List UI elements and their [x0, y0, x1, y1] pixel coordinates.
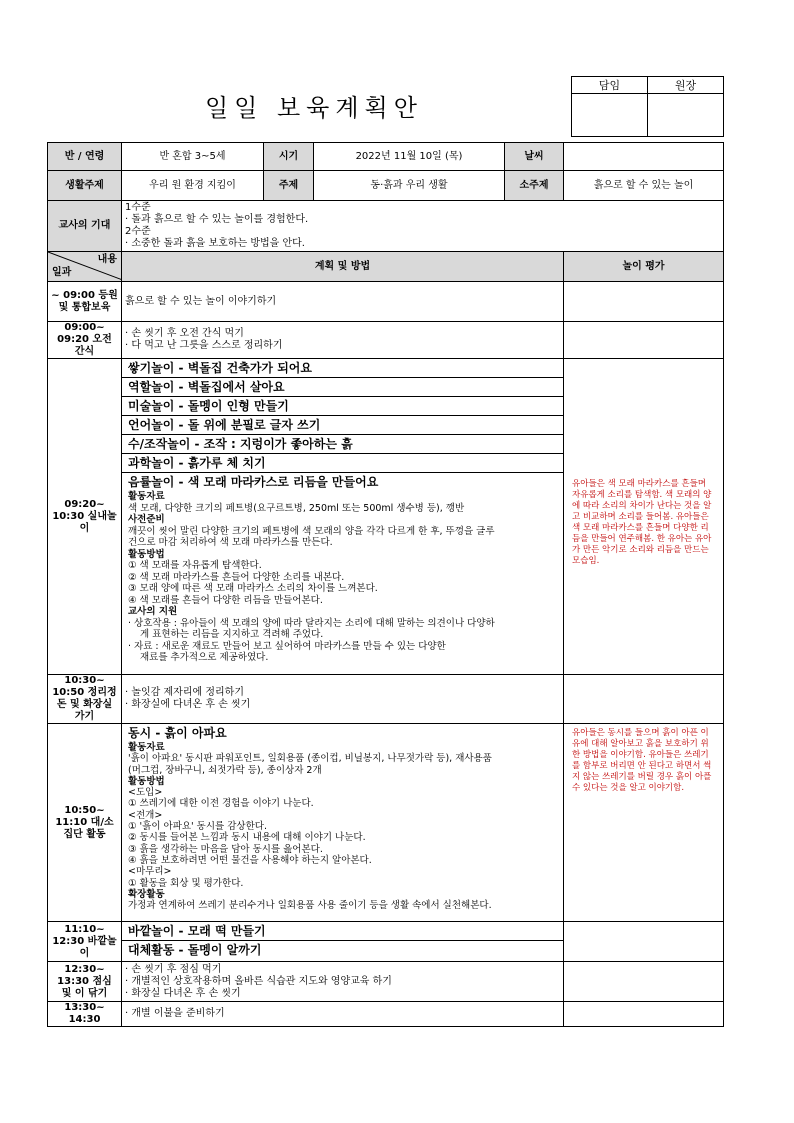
activity-title: 음률놀이 - 색 모래 마라카스로 리듬을 만들어요 [128, 475, 379, 489]
time-cell: 09:00~ 09:20 오전 간식 [48, 322, 122, 359]
detail-line: · 자료 : 새로운 재료도 만들어 보고 싶어하여 마라카스를 만들 수 있는 다양한 [128, 640, 446, 652]
time-cell: 09:20~ 10:30 실내놀이 [48, 359, 122, 675]
time-cell: ~ 09:00 등원 및 통합보육 [48, 282, 122, 322]
approval-box [571, 76, 724, 137]
class-label: 반 / 연령 [48, 143, 122, 171]
plan-line: · 개별적인 상호작용하며 올바른 식습관 지도와 영양교육 하기 [125, 975, 392, 987]
teacher-sign-label: 담임 [572, 77, 648, 94]
topic-value[interactable]: 동·흙과 우리 생활 [314, 171, 505, 201]
activity-title: 역할놀이 - 벽돌집에서 살아요 [122, 378, 563, 397]
detail-line: · 상호작용 : 유아들이 색 모래의 양에 따라 달라지는 소리에 대해 말하는 의견이나 다양하 [128, 617, 495, 629]
eval-text: 유아들은 색 모래 마라카스를 흔들며 자유롭게 소리를 탐색함. 색 모래의 양에 따라 소리의 차이가 난다는 것을 알고 비교하며 소리를 들어봄. 유아들은 색 모래 마라카스를 흔들며 다양한 리듬을 만들어 연주해봄. 한 유아는 유아가 만든 악기로 소리와 리듬을 만드는 모습임. [572, 479, 712, 566]
detail-heading: 활동자료 [128, 742, 165, 753]
plan-line: · 화장실 다녀온 후 손 씻기 [125, 987, 241, 999]
detail-line: ④ 흙을 보호하려면 어떤 물건을 사용해야 하는지 알아본다. [128, 854, 372, 866]
plan-cell[interactable] [122, 359, 564, 675]
eval-cell[interactable] [564, 1002, 724, 1027]
detail-line: <마무리> [128, 866, 172, 878]
detail-line: '흙이 아파요' 동시판 파워포인트, 일회용품 (종이컵, 비닐봉지, 나무젓가락 등), 재사용품 [128, 753, 492, 765]
eval-cell[interactable]: 유아들은 동시를 들으며 흙이 아픈 이유에 대해 알아보고 흙을 보호하기 위한 방법을 이야기함. 유아들은 쓰레기를 함부로 버리면 안 된다고 하면서 썩지 않는 쓰레기를 버릴 경우 흙이 아플 수 있다는 것을 알고 이야기함. [564, 724, 724, 922]
detail-line: <도입> [128, 787, 163, 799]
detail-heading: 활동자료 [128, 491, 165, 502]
detail-line: <전개> [128, 809, 163, 821]
header-plan: 계획 및 방법 [122, 252, 564, 282]
weather-label: 날씨 [505, 143, 564, 171]
plan-cell[interactable] [122, 962, 564, 1002]
time-cell: 12:30~ 13:30 점심 및 이 닦기 [48, 962, 122, 1002]
eval-cell[interactable] [564, 922, 724, 962]
time-cell: 10:30~ 10:50 정리정돈 및 화장실 가기 [48, 675, 122, 724]
weather-value[interactable] [564, 143, 724, 171]
director-sign-field[interactable] [648, 94, 724, 137]
detail-line: 색 모래, 다양한 크기의 페트병(요구르트병, 250ml 또는 500ml 생수병 등), 깽반 [128, 502, 465, 514]
header-daily-label: 일과 [52, 267, 72, 278]
period-label: 시기 [264, 143, 314, 171]
theme-label: 생활주제 [48, 171, 122, 201]
detail-heading: 교사의 지원 [128, 606, 178, 617]
activity-title: 동시 - 흙이 아파요 [128, 726, 227, 740]
theme-value[interactable]: 우리 원 환경 지킴이 [122, 171, 264, 201]
period-value[interactable]: 2022년 11월 10일 (목) [314, 143, 505, 171]
expectation-line: · 소중한 돌과 흙을 보호하는 방법을 안다. [125, 238, 305, 249]
plan-line: · 손 씻기 후 오전 간식 먹기 [125, 328, 244, 339]
subtopic-label: 소주제 [505, 171, 564, 201]
activity-title: 수/조작놀이 - 조작 : 지렁이가 좋아하는 흙 [122, 435, 563, 454]
header-diagonal-cell [48, 252, 122, 282]
eval-cell[interactable] [564, 962, 724, 1002]
detail-line: ③ 흙을 생각하는 마음을 담아 동시를 읊어본다. [128, 843, 323, 855]
eval-cell[interactable] [564, 322, 724, 359]
detail-line: ① '흙이 아파요' 동시를 감상한다. [128, 821, 267, 833]
plan-line: · 다 먹고 난 그릇을 스스로 정리하기 [125, 340, 283, 351]
detail-line: 가정과 연계하여 쓰레기 분리수거나 일회용품 사용 줄이기 등을 생활 속에서 실천해본다. [128, 900, 492, 912]
director-sign-label: 원장 [648, 77, 724, 94]
detail-heading: 사전준비 [128, 514, 165, 525]
activity-title: 쌓기놀이 - 벽돌집 건축가가 되어요 [122, 359, 563, 378]
expectation-line: 2수준 [125, 226, 151, 237]
plan-cell[interactable] [122, 322, 564, 359]
detail-line: ① 활동을 회상 및 평가한다. [128, 877, 244, 889]
detail-line: 게 표현하는 리듬을 지지하고 격려해 주었다. [140, 629, 324, 640]
plan-cell[interactable]: · 개별 이불을 준비하기 [122, 1002, 564, 1027]
plan-cell[interactable] [122, 724, 564, 922]
activity-title: 대체활동 - 돌멩이 알까기 [128, 943, 262, 957]
time-cell: 13:30~ 14:30 [48, 1002, 122, 1027]
topic-label: 주제 [264, 171, 314, 201]
time-cell: 10:50~ 11:10 대/소집단 활동 [48, 724, 122, 922]
detail-line: ① 색 모래를 자유롭게 탐색한다. [128, 560, 262, 571]
header-content-label: 내용 [97, 254, 117, 265]
expectation-line: 1수준 [125, 202, 151, 213]
plan-line: · 화장실에 다녀온 후 손 씻기 [125, 699, 251, 710]
teacher-sign-field[interactable] [572, 94, 648, 137]
eval-cell[interactable] [564, 282, 724, 322]
detail-line: (머그컵, 장바구니, 쇠젓가락 등), 종이상자 2개 [128, 764, 322, 776]
plan-line: · 놀잇감 제자리에 정리하기 [125, 687, 244, 698]
plan-cell[interactable] [122, 675, 564, 724]
daily-plan-table [47, 142, 724, 1027]
activity-title: 바깥놀이 - 모래 떡 만들기 [122, 922, 563, 941]
detail-heading: 활동방법 [128, 548, 165, 560]
detail-line: ② 색 모래 마라카스를 흔들어 다양한 소리를 내본다. [128, 571, 345, 583]
header-eval: 놀이 평가 [564, 252, 724, 282]
expectation-content[interactable] [122, 201, 724, 252]
detail-heading: 활동방법 [128, 775, 165, 787]
detail-line: ① 쓰레기에 대한 이전 경험을 이야기 나눈다. [128, 798, 314, 810]
activity-title: 언어놀이 - 돌 위에 분필로 글자 쓰기 [122, 416, 563, 435]
plan-cell[interactable] [122, 922, 564, 962]
expectation-line: · 돌과 흙으로 할 수 있는 놀이를 경험한다. [125, 214, 309, 225]
detail-line: ② 동시를 들어본 느낌과 동시 내용에 대해 이야기 나눈다. [128, 832, 366, 844]
detail-line: 건으로 마감 처리하여 색 모래 마라카스를 만든다. [128, 537, 333, 548]
plan-cell[interactable]: 흙으로 할 수 있는 놀이 이야기하기 [122, 282, 564, 322]
time-cell: 11:10~ 12:30 바깥놀이 [48, 922, 122, 962]
activity-title: 미술놀이 - 돌멩이 인형 만들기 [122, 397, 563, 416]
eval-cell[interactable] [564, 359, 724, 675]
plan-line: · 손 씻기 후 점심 먹기 [125, 963, 222, 975]
class-value[interactable]: 반 혼합 3~5세 [122, 143, 264, 171]
activity-title: 과학놀이 - 흙가루 체 치기 [122, 454, 563, 473]
eval-cell[interactable] [564, 675, 724, 724]
detail-line: ④ 색 모래를 흔들어 다양한 리듬을 만들어본다. [128, 594, 323, 606]
subtopic-value[interactable]: 흙으로 할 수 있는 놀이 [564, 171, 724, 201]
detail-line: 깨끗이 씻어 말린 다양한 크기의 페트병에 색 모래의 양을 각각 다르게 한 후, 뚜껑을 글루 [128, 525, 495, 537]
detail-line: 재료를 추가적으로 제공하였다. [140, 652, 269, 663]
detail-line: ③ 모래 양에 따른 색 모래 마라카스 소리의 차이를 느껴본다. [128, 583, 378, 594]
detail-heading: 확장활동 [128, 888, 165, 900]
page-title: 일일 보육계획안 [205, 94, 423, 122]
expectation-label: 교사의 기대 [48, 201, 122, 252]
